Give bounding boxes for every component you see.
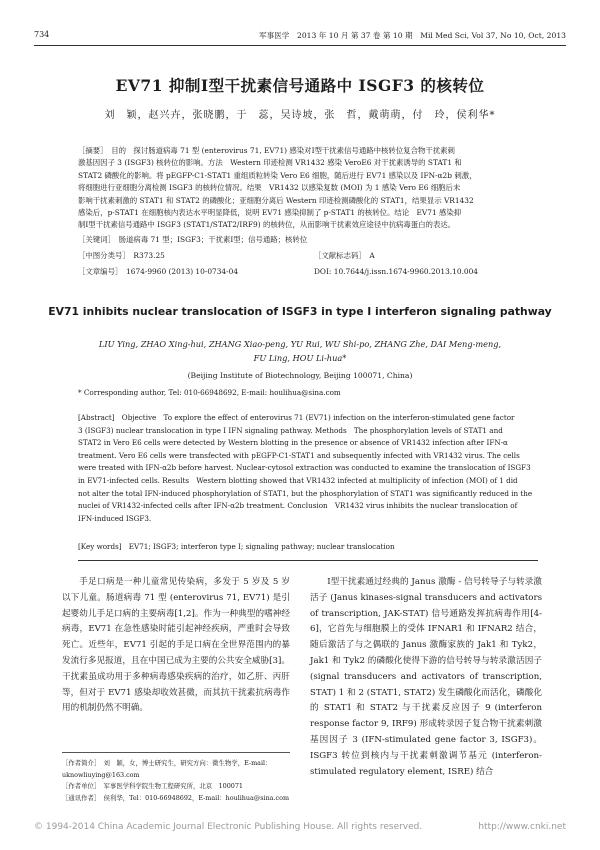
authors-en [0,338,600,365]
header-rule [34,45,566,46]
abstract-en-line: [Abstract] Objective To explore the effect of enterovirus 71 (EV71) infection on the interferon-stimulated gene factor [78,413,515,422]
abstract-en-line: treatment. Vero E6 cells were transfected with pEGFP-C1-STAT1 and subsequently infected with VR1432 virus. The cells [78,450,520,460]
website-link[interactable]: http://www.cnki.net [478,822,566,832]
abstract-en-line: IFN-induced ISGF3. [78,513,152,523]
classification-row [78,250,538,261]
body-column-right: Ⅰ型干扰素通过经典的 Janus 激酶 - 信号转导子与转录激活子 (Janus kinases-signal transducers and activators of transcription, JAK-STAT) 信号通路发挥抗病毒作用[4-6]，它首先与细胞膜上的受体 IFNAR1 和 IFNAR2 结合，随后激活了与之偶联的 Janus 激酶家族的 Jak1 和 Tyk2，Jak1 和 Tyk2 的磷酸化使得下游的信号转导与转录激活因子 (signal transducers and activators of transcription, STAT) 1 和 2 (STAT1, STAT2) 发生磷酸化而活化，磷酸化的 STAT1 和 STAT2 与干扰素反应因子 9 (interferon response factor 9, IRF9) 形成转录因子复合物干扰素刺激基因因子 3 (IFN-stimulated gene factor 3, ISGF3)。ISGF3 转位到核内与干扰素刺激调节基元 (interferon-stimulated regulatory element, ISRE) 结合 [310,577,542,777]
abstract-en-line: were treated with IFN-α2b before harvest. Nuclear-cytosol extraction was conducted to examine the translocation of ISGF3 [78,463,531,473]
abstract-en-line: not alter the total IFN-induced phosphorylation of STAT1, but the phosphorylation of STAT1 was significantly reduced in the [78,488,533,498]
abstract-en-line: in EV71-infected cells. Results Western blotting showed that VR1432 infected at multiplicity of infection (MOI) of 1 did [78,475,518,485]
abstract-cn-line: STAT2 磷酸化的影响。将 pEGFP-C1-STAT1 重组质粒转染 Vero E6 细胞，随后进行 EV71 感染以及 IFN-α2b 刺激， [78,170,477,180]
abstract-cn-line: ［摘要］ 目的 探讨肠道病毒 71 型 (enterovirus 71, EV71) 感染对Ⅰ型干扰素信号通路中核转位复合物干扰素刺 [78,146,455,155]
footnote-line: uknowliuying@163.com [62,770,140,779]
keywords-en: [Key words] EV71; ISGF3; interferon type Ⅰ; signaling pathway; nuclear translocation [78,542,395,551]
footnote-line: ［作者简介］ 刘 颖，女，博士研究生，研究方向：微生物学，E-mail： [62,759,272,767]
doi: DOI: 10.7644/j.issn.1674-9960.2013.10.004 [314,267,478,276]
article-title-cn: EV71 抑制Ⅰ型干扰素信号通路中 ISGF3 的核转位 [115,76,485,95]
abstract-cn-line: 将细胞进行亚细胞分离检测 ISGF3 的核转位情况。结果 VR1432 以感染复数 (MOI) 为 1 感染 Vero E6 细胞后未 [78,183,461,193]
abstract-rule [78,560,538,561]
footnote-line: ［通讯作者］ 侯利华，Tel：010-66948692，E-mail：houlihua@sina.com [62,793,290,802]
keywords-cn: ［关键词］ 肠道病毒 71 型；ISGF3；干扰素Ⅰ型；信号通路；核转位 [78,235,308,244]
abstract-en [78,412,538,525]
abstract-en-line: nuclei of VR1432-infected cells after IFN-α2b treatment. Conclusion VR1432 virus inhibits the nuclear translocation of [78,501,518,511]
abstract-cn-line: 影响干扰素刺激的 STAT1 和 STAT2 的磷酸化；亚细胞分离后 Western 印迹检测磷酸化的 STAT1，结果显示 VR1432 [78,195,474,205]
authors-en-line: LIU Ying, ZHAO Xing-hui, ZHANG Xiao-peng, YU Rui, WU Shi-po, ZHANG Zhe, DAI Meng-meng, [98,339,502,349]
copyright-notice: © 1994-2014 China Academic Journal Electronic Publishing House. All rights reserved. [34,822,423,832]
abstract-cn-line: 制Ⅰ型干扰素信号通路中 ISGF3 (STAT1/STAT2/IRF9) 的核转位，从而影响干扰素效应途径中抗病毒蛋白的表达。 [78,220,456,230]
abstract-cn-line: 感染后，p-STAT1 在细胞核内表达水平明显降低，说明 EV71 感染抑制了 p-STAT1 的核转位。结论 EV71 感染抑 [78,208,462,218]
footnote-rule [62,752,290,753]
abstract-cn-line: 激基因因子 3 (ISGF3) 核转位的影响。方法 Western 印迹检测 VR1432 感染 VeroE6 对干扰素诱导的 STAT1 和 [78,158,462,168]
page-number: 734 [34,30,50,39]
authors-cn: 刘 颖，赵兴卉，张晓鹏，于 蕊，吴诗坡，张 哲，戴萌萌，付 玲，侯利华* [104,110,496,121]
clc-number: ［中图分类号］ R373.25 [78,251,165,260]
article-title-en: EV71 inhibits nuclear translocation of ISGF3 in type Ⅰ interferon signaling pathway [48,305,552,318]
article-id: ［文章编号］ 1674-9960 (2013) 10-0734-04 [78,267,239,276]
authors-en-line: FU Ling, HOU Li-hua* [253,352,347,363]
article-id-row [78,266,538,277]
corresponding-author: * Corresponding author, Tel: 010-66948692, E-mail: houlihua@sina.com [78,388,341,397]
abstract-en-line: 3 (ISGF3) nuclear translocation in type Ⅰ IFN signaling pathway. Methods The phosphorylation levels of STAT1 and [78,425,503,435]
journal-citation: 军事医学 2013 年 10 月 第 37 卷 第 10 期 Mil Med Sci, Vol 37, No 10, Oct, 2013 [259,31,566,40]
footnotes [62,758,290,804]
footnote-line: ［作者单位］ 军事医学科学院生物工程研究所，北京 100071 [62,782,243,791]
document-code: ［文献标志码］ A [314,251,375,260]
institution-en: (Beijing Institute of Biotechnology, Beijing 100071, China) [187,371,413,380]
abstract-en-line: STAT2 in Vero E6 cells were detected by Western blotting in the presence or absence of VR1432 infection after IFN-α [78,438,508,448]
abstract-cn [78,145,538,232]
body-column-left: 手足口病是一种儿童常见传染病，多发于 5 岁及 5 岁以下儿童。肠道病毒 71 型 (enterovirus 71, EV71) 是引起婴幼儿手足口病的主要病毒[1,2]。作为一种典型的嗜神经病毒，EV71 在急性感染时能引起神经疾病，严重时会导致死亡。近些年，EV71 引起的手足口病在全世界范围内的暴发流行多见报道，且在中国已成为主要的公共安全威胁[3]。干扰素虽成功用于多种病毒感染疾病的治疗，如乙肝、丙肝等，但对于 EV71 感染却收效甚微，而其抗干扰素抗病毒作用的机制仍然不明确。 [62,577,290,714]
